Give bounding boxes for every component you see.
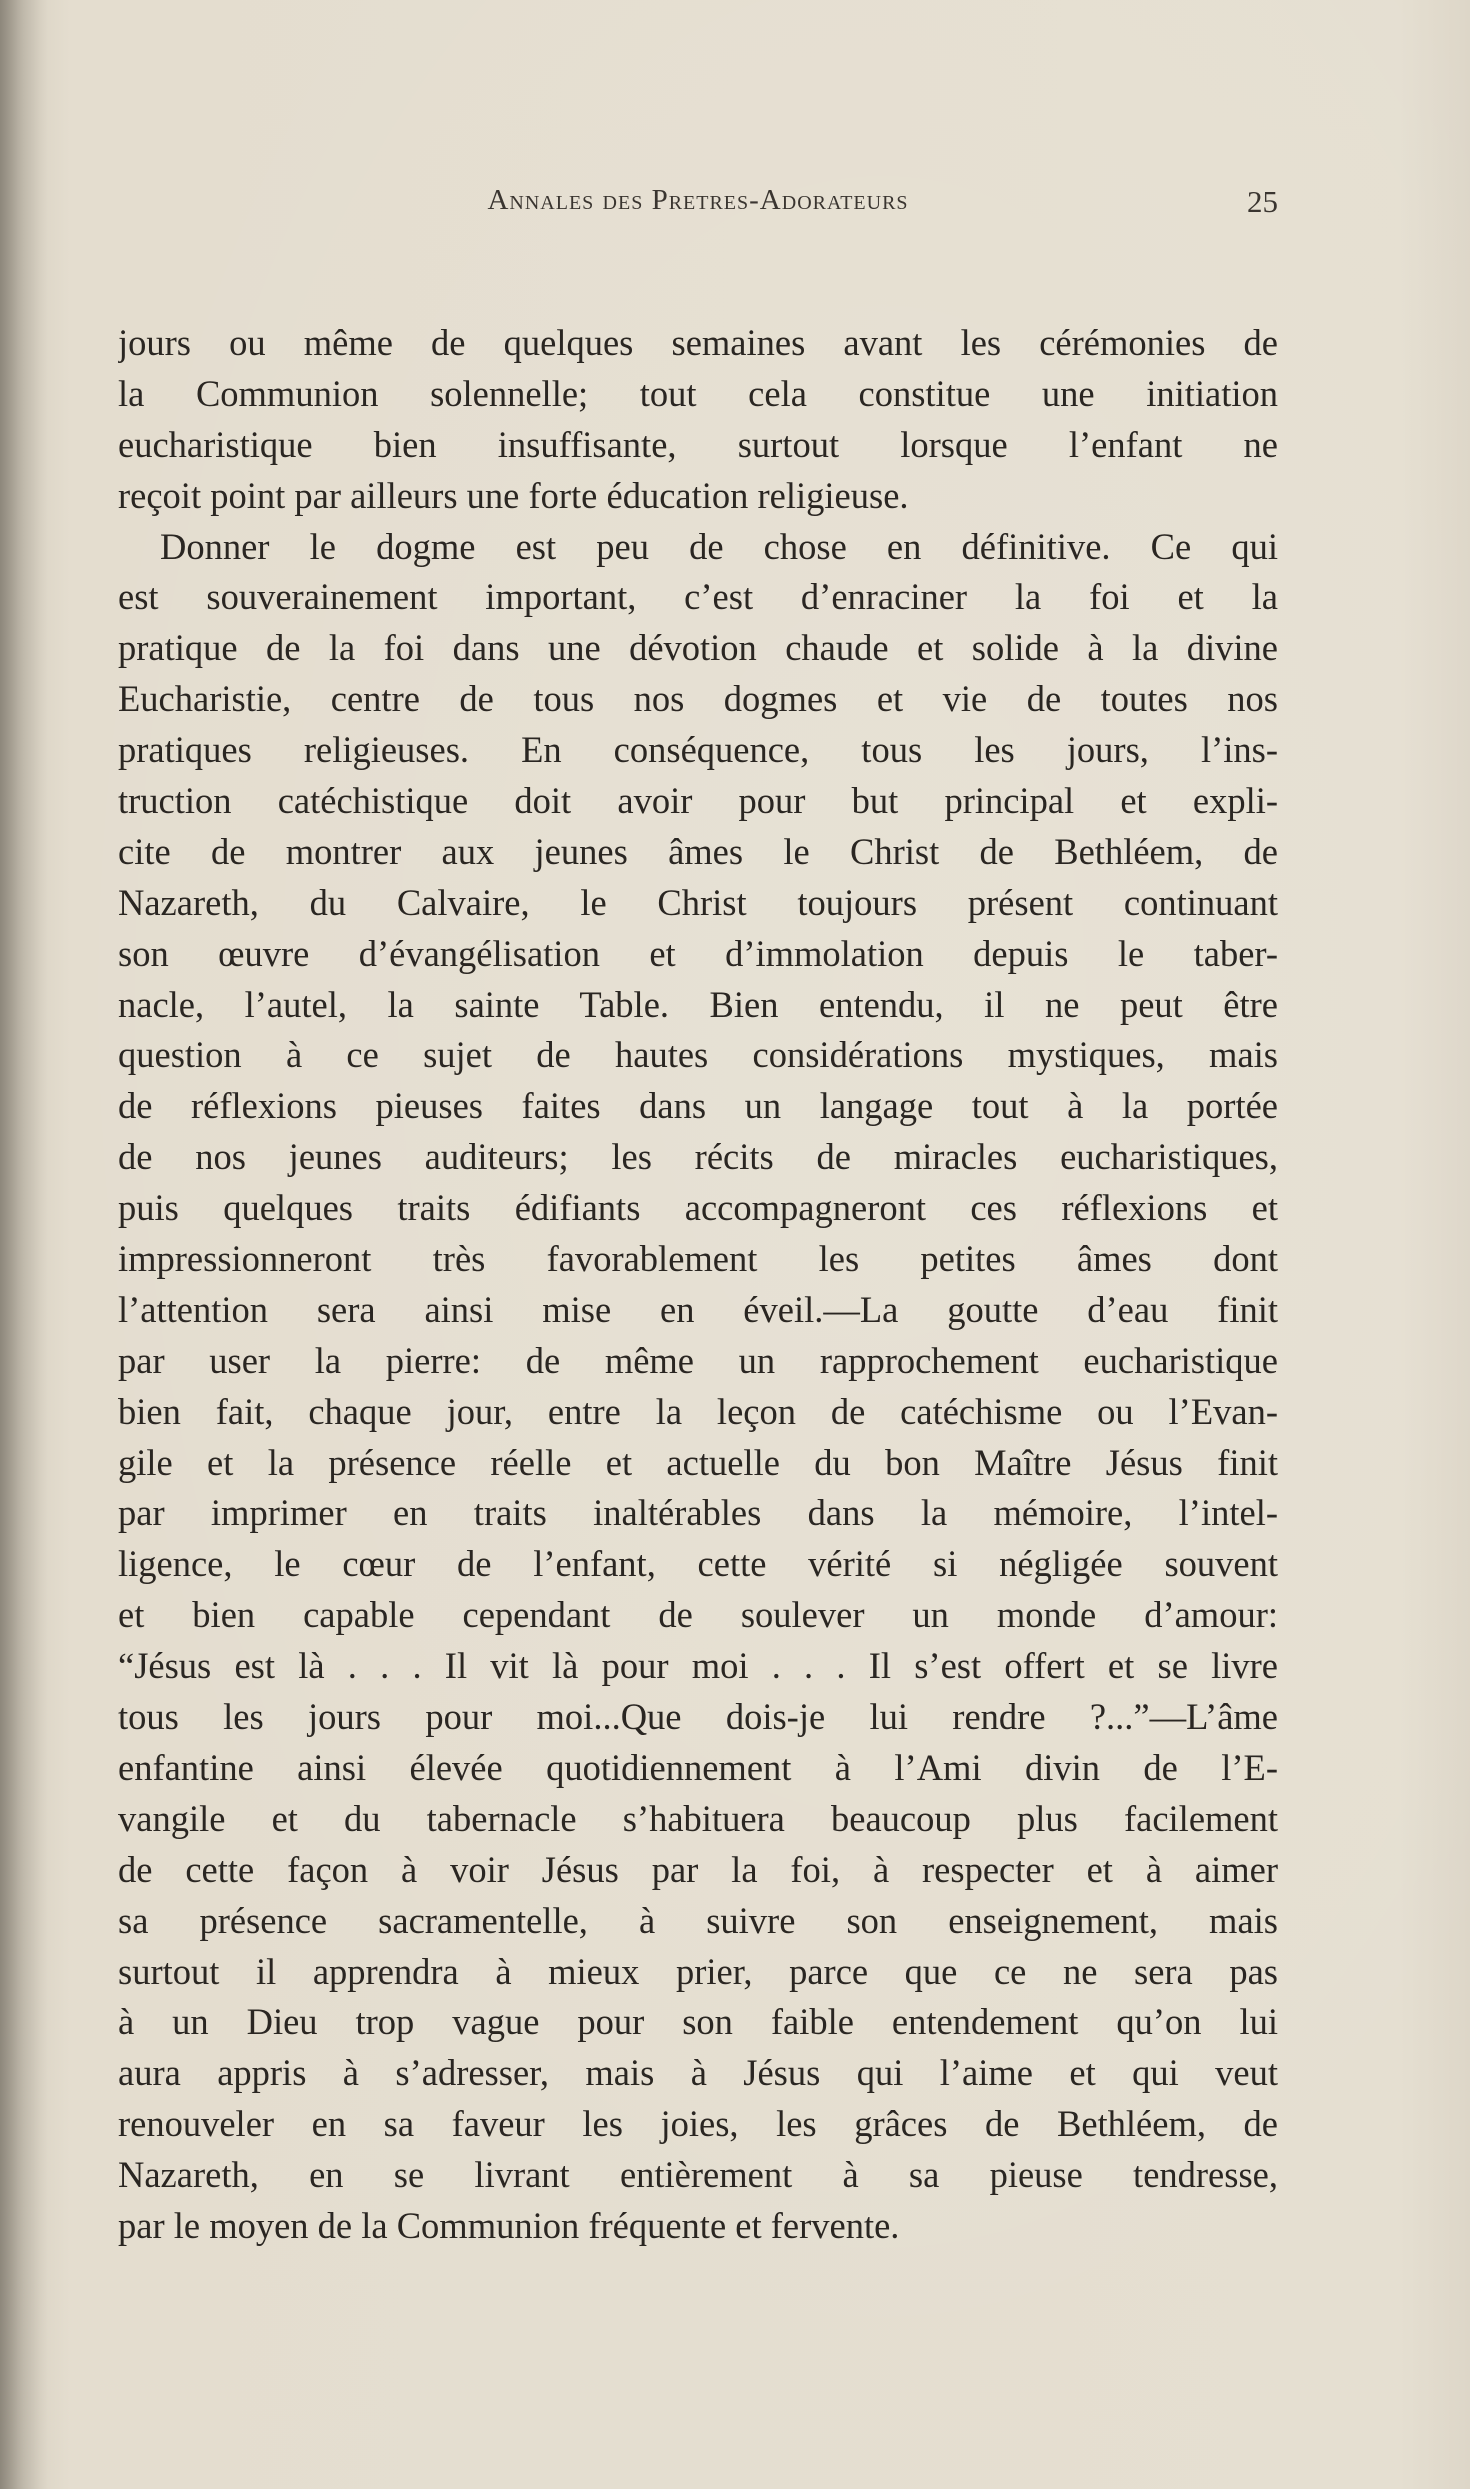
running-title: Annales des Pretres-Adorateurs: [487, 184, 909, 216]
text-line: par user la pierre: de même un rapprochement eucharistique: [118, 1339, 1278, 1381]
text-line: puis quelques traits édifiants accompagneront ces réflexions et: [118, 1187, 1278, 1229]
text-line: tous les jours pour moi...Que dois-je lui rendre ?...”—L’âme: [118, 1696, 1278, 1738]
text-line: gile et la présence réelle et actuelle du bon Maître Jésus finit: [118, 1441, 1278, 1483]
text-line: question à ce sujet de hautes considérations mystiques, mais: [118, 1034, 1278, 1076]
text-line: cite de montrer aux jeunes âmes le Christ de Bethléem, de: [118, 830, 1278, 872]
text-line: Nazareth, du Calvaire, le Christ toujours présent continuant: [118, 881, 1278, 923]
text-line: “Jésus est là . . . Il vit là pour moi . . . Il s’est offert et se livre: [118, 1645, 1278, 1687]
page-number: 25: [1247, 184, 1278, 219]
text-line: nacle, l’autel, la sainte Table. Bien entendu, il ne peut être: [118, 983, 1278, 1025]
text-line: truction catéchistique doit avoir pour but principal et expli-: [118, 780, 1278, 822]
text-line: bien fait, chaque jour, entre la leçon de catéchisme ou l’Evan-: [118, 1390, 1278, 1432]
text-line: enfantine ainsi élevée quotidiennement à l’Ami divin de l’E-: [118, 1746, 1278, 1788]
text-line: ligence, le cœur de l’enfant, cette vérité si négligée souvent: [118, 1543, 1278, 1585]
running-head: [118, 184, 1278, 224]
text-line: l’attention sera ainsi mise en éveil.—La goutte d’eau finit: [118, 1288, 1278, 1330]
text-line: reçoit point par ailleurs une forte éducation religieuse.: [118, 474, 909, 516]
text-line: vangile et du tabernacle s’habituera beaucoup plus facilement: [118, 1797, 1278, 1839]
text-line: pratique de la foi dans une dévotion chaude et solide à la divine: [118, 627, 1278, 669]
text-line: eucharistique bien insuffisante, surtout lorsque l’enfant ne: [118, 423, 1278, 465]
text-line: par le moyen de la Communion fréquente et fervente.: [118, 2204, 900, 2246]
binding-shadow: [0, 0, 48, 2489]
text-line: impressionneront très favorablement les petites âmes dont: [118, 1238, 1278, 1280]
body-text: [118, 318, 1278, 2252]
text-line: pratiques religieuses. En conséquence, tous les jours, l’ins-: [118, 729, 1278, 771]
text-line: jours ou même de quelques semaines avant les cérémonies de: [118, 322, 1278, 363]
text-line: est souverainement important, c’est d’enraciner la foi et la: [118, 576, 1278, 618]
text-line: Eucharistie, centre de tous nos dogmes et vie de toutes nos: [118, 678, 1278, 720]
text-line: la Communion solennelle; tout cela constitue une initiation: [118, 372, 1278, 414]
text-line: de cette façon à voir Jésus par la foi, à respecter et à aimer: [118, 1848, 1278, 1890]
text-line: son œuvre d’évangélisation et d’immolation depuis le taber-: [118, 932, 1278, 974]
text-line: de nos jeunes auditeurs; les récits de miracles eucharistiques,: [118, 1136, 1278, 1178]
text-line: surtout il apprendra à mieux prier, parce que ce ne sera pas: [118, 1950, 1278, 1992]
text-line: et bien capable cependant de soulever un monde d’amour:: [118, 1594, 1278, 1636]
text-line: aura appris à s’adresser, mais à Jésus qui l’aime et qui veut: [118, 2052, 1278, 2094]
text-line: à un Dieu trop vague pour son faible entendement qu’on lui: [118, 2001, 1278, 2043]
text-line: Nazareth, en se livrant entièrement à sa pieuse tendresse,: [118, 2154, 1278, 2196]
text-line: par imprimer en traits inaltérables dans la mémoire, l’intel-: [118, 1492, 1278, 1534]
text-line: sa présence sacramentelle, à suivre son enseignement, mais: [118, 1899, 1278, 1941]
text-line: renouveler en sa faveur les joies, les grâces de Bethléem, de: [118, 2103, 1278, 2145]
text-line: de réflexions pieuses faites dans un langage tout à la portée: [118, 1085, 1278, 1127]
text-line: Donner le dogme est peu de chose en définitive. Ce qui: [160, 525, 1278, 567]
